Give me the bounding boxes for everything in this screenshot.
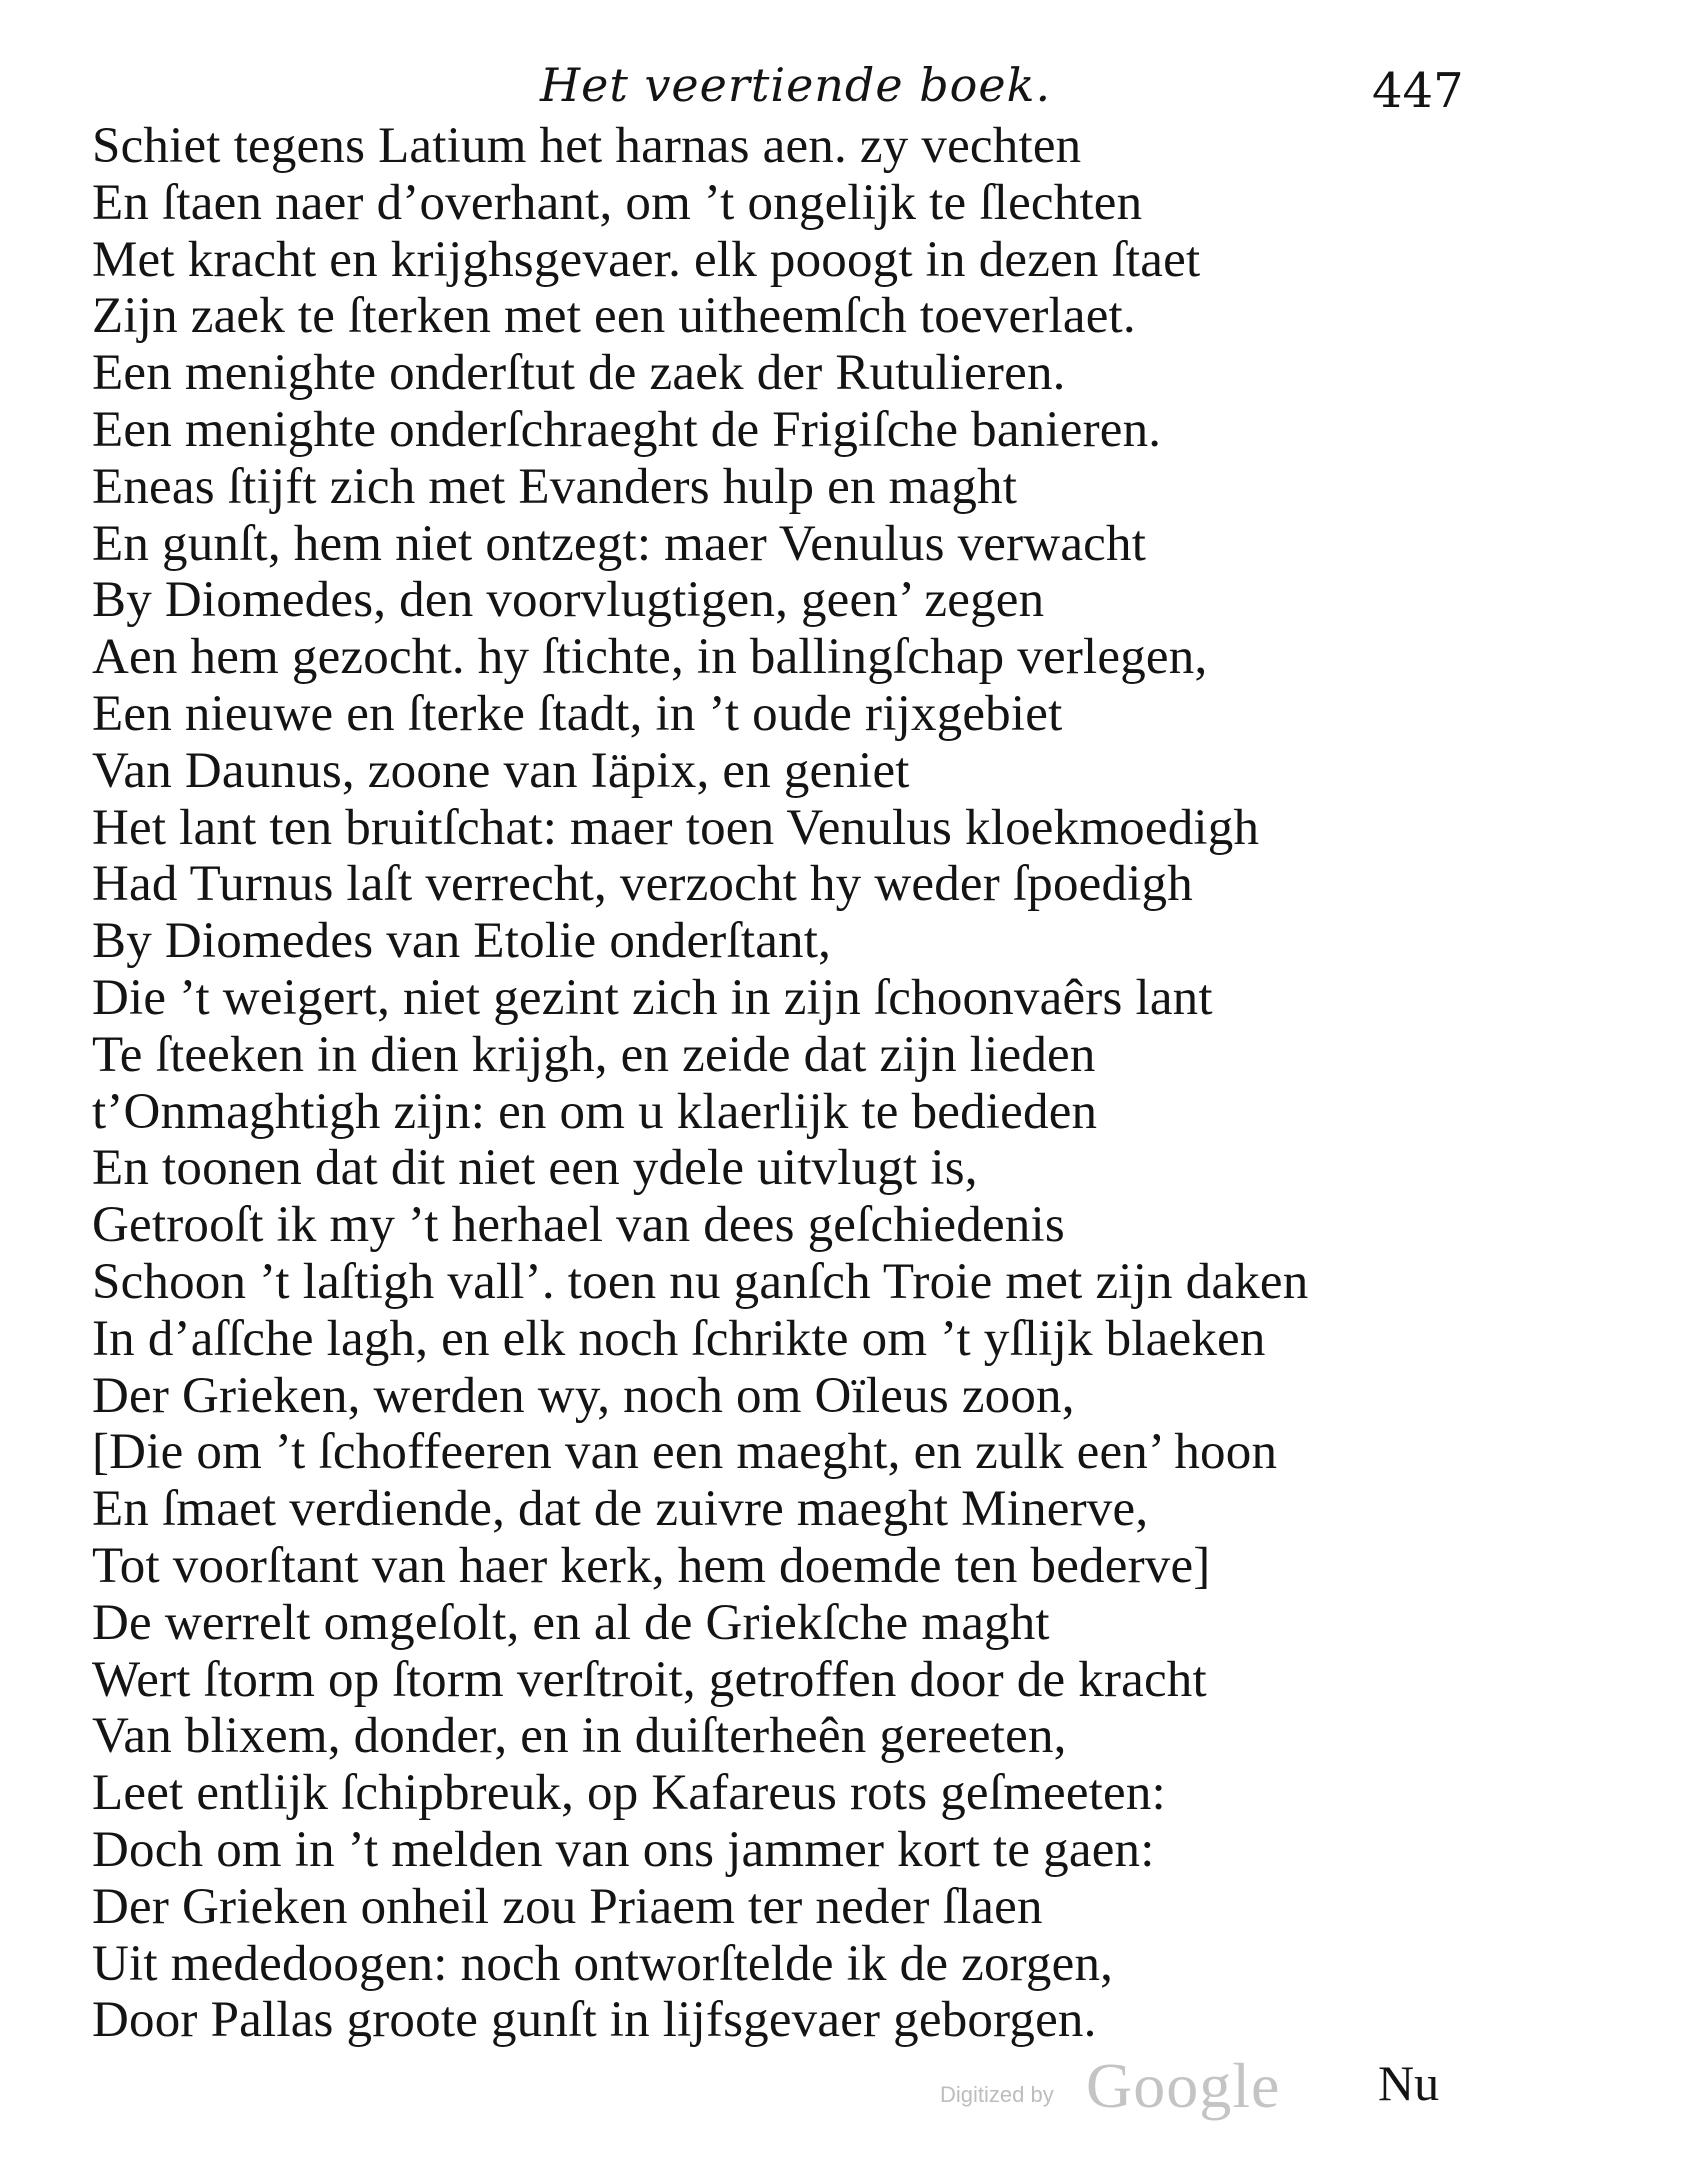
running-head [0,52,1688,122]
verse-line: Een menighte onderſtut de zaek der Rutulieren. [92,345,1066,402]
verse-line: En ſtaen naer d’overhant, om ’t ongelijk te ſlechten [92,174,1143,231]
verse-line: Die ’t weigert, niet gezint zich in zijn ſchoonvaêrs lant [92,969,1213,1026]
google-logo: Google [1086,2050,1281,2121]
verse-line: Het lant ten bruitſchat: maer toen Venulus kloekmoedigh [92,799,1260,856]
verse-line: Leet entlijk ſchipbreuk, op Kafareus rots geſmeeten: [92,1765,1166,1822]
verse-line: Uit mededoogen: noch ontworſtelde ik de zorgen, [92,1935,1114,1992]
verse-line: Aen hem gezocht. hy ſtichte, in ballingſchap verlegen, [92,629,1208,686]
verse-line: By Diomedes, den voorvlugtigen, geen’ zegen [92,572,1045,629]
verse-line: De werrelt omgeſolt, en al de Griekſche maght [92,1594,1050,1651]
verse-line: [Die om ’t ſchoffeeren van een maeght, en zulk een’ hoon [92,1424,1278,1481]
verse-line: Der Grieken, werden wy, noch om Oïleus zoon, [92,1367,1075,1424]
verse-line: Door Pallas groote gunſt in lijfsgevaer geborgen. [92,1992,1097,2049]
verse-line: Tot voorſtant van haer kerk, hem doemde ten bederve] [92,1537,1211,1594]
verse-text [92,118,1592,2049]
digitized-by-label: Digitized by [940,2082,1054,2107]
verse-line: t’Onmaghtigh zijn: en om u klaerlijk te bedieden [92,1083,1098,1140]
catchword: Nu [1378,2055,1440,2111]
verse-line: Schiet tegens Latium het harnas aen. zy vechten [92,118,1082,174]
page-number: 447 [1372,63,1464,119]
verse-line: En toonen dat dit niet een ydele uitvlugt is, [92,1140,978,1197]
verse-line: Te ſteeken in dien krijgh, en zeide dat zijn lieden [92,1026,1096,1083]
verse-line: Van Daunus, zoone van Iäpix, en geniet [92,742,910,799]
verse-line: By Diomedes van Etolie onderſtant, [92,913,832,970]
verse-line: En gunſt, hem niet ontzegt: maer Venulus verwacht [92,515,1147,572]
verse-line: Getrooſt ik my ’t herhael van dees geſchiedenis [92,1197,1065,1254]
verse-line: Der Grieken onheil zou Priaem ter neder ſlaen [92,1878,1043,1935]
verse-line: Een nieuwe en ſterke ſtadt, in ’t oude rijxgebiet [92,685,1063,742]
verse-line: Doch om in ’t melden van ons jammer kort te gaen: [92,1821,1155,1878]
verse-line: Eneas ſtijft zich met Evanders hulp en maght [92,458,1018,515]
verse-line: Wert ſtorm op ſtorm verſtroit, getroffen door de kracht [92,1651,1207,1708]
verse-line: Met kracht en krijghsgevaer. elk pooogt in dezen ſtaet [92,231,1201,288]
verse-line: Een menighte onderſchraeght de Frigiſche banieren. [92,401,1162,458]
verse-line: Schoon ’t laſtigh vall’. toen nu ganſch Troie met zijn daken [92,1253,1309,1310]
verse-line: In d’aſſche lagh, en elk noch ſchrikte om ’t yſlijk blaeken [92,1310,1266,1367]
verse-line: Zijn zaek te ſterken met een uitheemſch toeverlaet. [92,288,1136,345]
verse-line: En ſmaet verdiende, dat de zuivre maeght Minerve, [92,1481,1149,1538]
verse-line: Van blixem, donder, en in duiſterheên gereeten, [92,1708,1067,1765]
verse-line: Had Turnus laſt verrecht, verzocht hy weder ſpoedigh [92,856,1193,913]
running-head-title: Het veertiende boek. [540,58,1052,112]
